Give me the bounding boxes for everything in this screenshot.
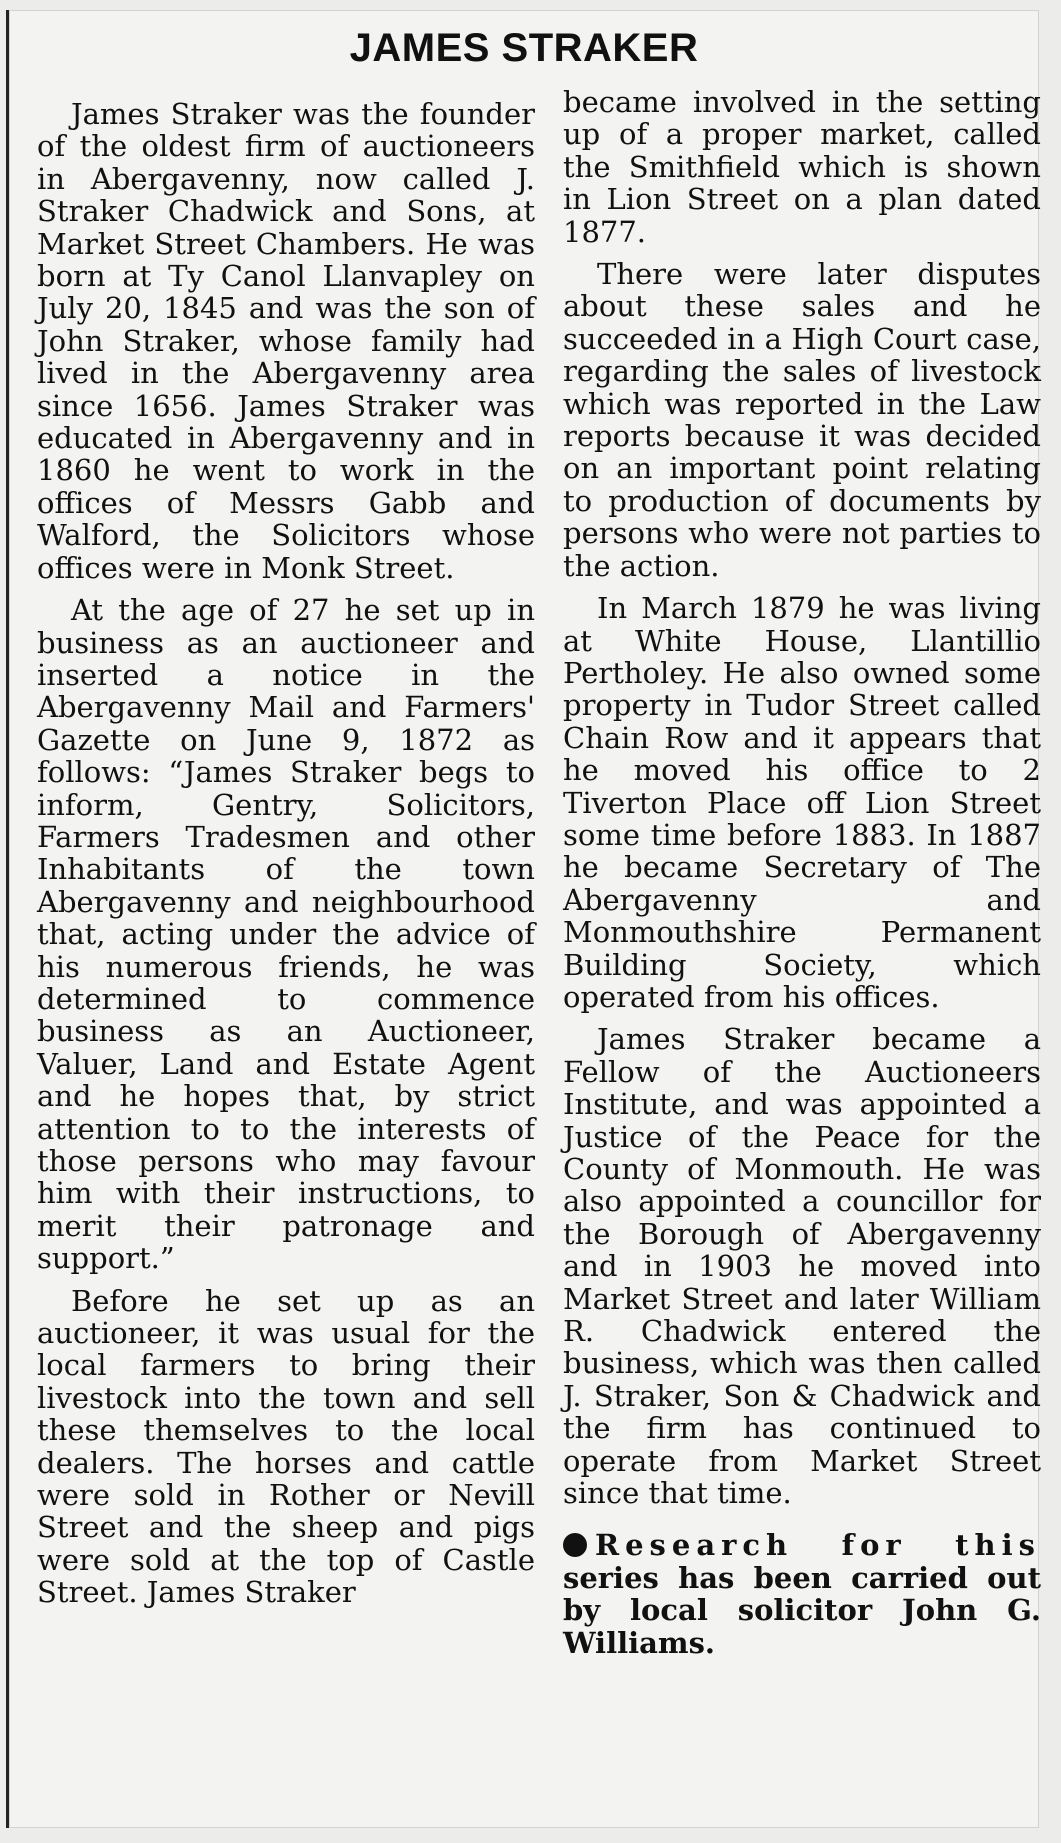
paragraph: James Straker was the founder of the oldest firm of auctioneers in Abergavenny, now called J. Straker Chadwick and Sons, at Market Street Chambers. He was born at Ty Canol Llanvapley on July 20, 1845 and was the son of John Straker, whose family had lived in the Abergavenny area since 1656. James Straker was educated in Abergavenny and in 1860 he went to work in the offices of Messrs Gabb and Walford, the Solicitors whose offices were in Monk Street. (37, 97, 535, 585)
paragraph: became involved in the setting up of a proper market, called the Smithfield which is shown in Lion Street on a plan dated 1877. (563, 85, 1041, 249)
paragraph: James Straker became a Fellow of the Auctioneers Institute, and was appointed a Justice of the Peace for the County of Monmouth. He was also appointed a councillor for the Borough of Abergavenny and in 1903 he moved into Market Street and later William R. Chadwick entered the business, which was then called J. Straker, Son & Chadwick and the firm has continued to operate from Market Street since that time. (563, 1022, 1041, 1511)
credit-rest: series has been carried out by local solicitor John G. Williams. (563, 1560, 1041, 1660)
paragraph: At the age of 27 he set up in business as an auctioneer and inserted a notice in the Abergavenny Mail and Farmers' Gazette on June 9, 1872 as follows: “James Straker begs to inform, Gentry, Solicitors, Farmers Tradesmen and other Inhabitants of the town Abergavenny and neighbourhood that, acting under the advice of his numerous friends, he was determined to commence business as an Auctioneer, Valuer, Land and Estate Agent and he hopes that, by strict attention to to the interests of those persons who may favour him with their instructions, to merit their patronage and support.” (37, 593, 535, 1276)
paragraph: There were later disputes about these sales and he succeeded in a High Court case, regarding the sales of livestock which was reported in the Law reports because it was decided on an important point relating to production of documents by persons who were not parties to the action. (563, 257, 1041, 583)
newspaper-clipping (6, 10, 1039, 1828)
bullet-icon (563, 1533, 587, 1557)
credit-lead: Research for this (595, 1528, 1041, 1563)
right-column (563, 86, 1041, 1669)
left-column (37, 98, 535, 1619)
article-headline: JAMES STRAKER (349, 26, 699, 70)
paragraph: Before he set up as an auctioneer, it was usual for the local farmers to bring their livestock into the town and sell these themselves to the local dealers. The horses and cattle were sold in Rother or Nevill Street and the sheep and pigs were sold at the top of Castle Street. James Straker (37, 1283, 535, 1610)
paragraph: In March 1879 he was living at White House, Llantillio Pertholey. He also owned some property in Tudor Street called Chain Row and it appears that he moved his office to 2 Tiverton Place off Lion Street some time before 1883. In 1887 he became Secretary of The Abergavenny and Monmouthshire Permanent Building Society, which operated from his offices. (563, 591, 1041, 1014)
research-credit (563, 1529, 1041, 1659)
